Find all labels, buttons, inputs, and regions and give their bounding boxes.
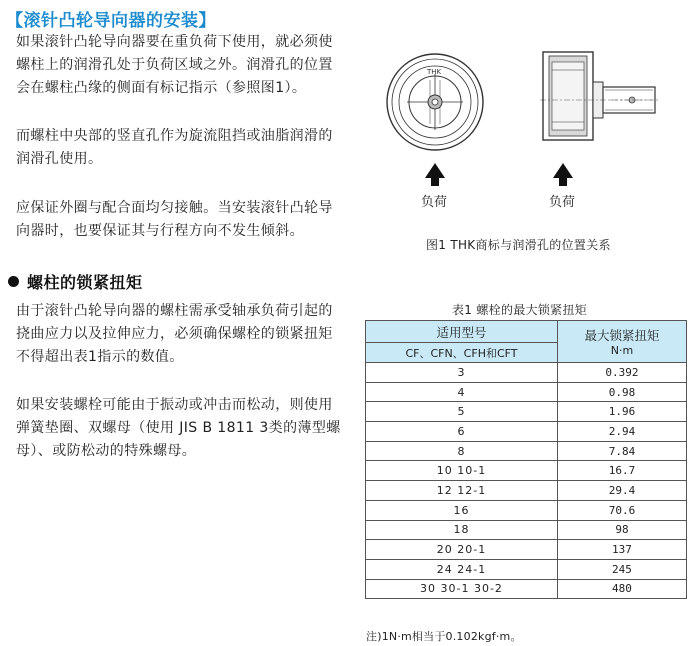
- model-cell: 18: [366, 520, 558, 540]
- table-row: [366, 520, 687, 540]
- header-model-sub: CF、CFN、CFH和CFT: [366, 343, 558, 363]
- lubrication-hole-paragraph: 如果滚针凸轮导向器要在重负荷下使用，就必须使螺柱上的润滑孔处于负荷区域之外。润滑孔的位置会在螺柱凸缘的侧面有标记指示（参照图1）。: [16, 34, 333, 96]
- figure-caption: 图1 THK商标与润滑孔的位置关系: [426, 238, 611, 252]
- torque-table-body: [366, 363, 687, 599]
- model-cell: 30 30-1 30-2: [366, 579, 558, 599]
- torque-cell: 70.6: [557, 500, 686, 520]
- load-label-left: 负荷: [421, 195, 448, 210]
- page-title: 【滚针凸轮导向器的安装】: [6, 11, 216, 31]
- svg-text:THK: THK: [427, 68, 442, 76]
- model-cell: 5: [366, 402, 558, 422]
- table-row: [366, 461, 687, 481]
- torque-cell: 245: [557, 559, 686, 579]
- table-row: [366, 441, 687, 461]
- table-row: [366, 402, 687, 422]
- header-torque-unit: N·m: [610, 344, 634, 357]
- model-cell: 16: [366, 500, 558, 520]
- model-cell: 4: [366, 382, 558, 402]
- model-cell: 6: [366, 422, 558, 442]
- load-arrow-left: [425, 163, 445, 186]
- section-title: 螺柱的锁紧扭矩: [27, 273, 143, 292]
- torque-cell: 0.392: [557, 363, 686, 383]
- table-row: [366, 540, 687, 560]
- torque-cell: 480: [557, 579, 686, 599]
- model-cell: 20 20-1: [366, 540, 558, 560]
- model-cell: 12 12-1: [366, 481, 558, 501]
- footnote: 注)1N·m相当于0.102kgf·m。: [366, 630, 522, 643]
- figure-1: [380, 30, 680, 230]
- vertical-hole-paragraph: 而螺柱中央部的竖直孔作为旋流阻挡或油脂润滑的润滑孔使用。: [16, 128, 333, 167]
- front-view: [387, 54, 483, 150]
- torque-cell: 16.7: [557, 461, 686, 481]
- bullet-icon: [8, 276, 19, 287]
- model-cell: 8: [366, 441, 558, 461]
- torque-cell: 29.4: [557, 481, 686, 501]
- section-heading: [8, 270, 143, 293]
- torque-paragraph: 由于滚针凸轮导向器的螺柱需承受轴承负荷引起的挠曲应力以及拉伸应力，必须确保螺栓的锁紧扭矩不得超出表1指示的数值。: [16, 303, 333, 365]
- table-row: [366, 382, 687, 402]
- header-torque-label: 最大锁紧扭矩: [584, 328, 660, 343]
- table-row: [366, 363, 687, 383]
- model-cell: 10 10-1: [366, 461, 558, 481]
- load-label-right: 负荷: [549, 195, 576, 210]
- torque-table: [365, 320, 687, 599]
- side-view: [540, 52, 660, 140]
- torque-cell: 7.84: [557, 441, 686, 461]
- table-row: [366, 422, 687, 442]
- header-model: 适用型号: [366, 321, 558, 343]
- load-arrow-right: [553, 163, 573, 186]
- table-caption: 表1 螺栓的最大锁紧扭矩: [452, 303, 588, 317]
- torque-cell: 2.94: [557, 422, 686, 442]
- model-cell: 3: [366, 363, 558, 383]
- table-row: [366, 481, 687, 501]
- torque-cell: 1.96: [557, 402, 686, 422]
- header-torque: [557, 321, 686, 363]
- contact-paragraph: 应保证外圈与配合面均匀接触。当安装滚针凸轮导向器时，也要保证其与行程方向不发生倾斜。: [16, 200, 333, 239]
- loosening-paragraph: 如果安装螺栓可能由于振动或冲击而松动，则使用弹簧垫圈、双螺母（使用 JIS B 1811 3类的薄型螺母）、或防松动的特殊螺母。: [16, 397, 341, 459]
- torque-cell: 98: [557, 520, 686, 540]
- model-cell: 24 24-1: [366, 559, 558, 579]
- table-row: [366, 500, 687, 520]
- torque-cell: 137: [557, 540, 686, 560]
- torque-cell: 0.98: [557, 382, 686, 402]
- table-row: [366, 579, 687, 599]
- table-row: [366, 559, 687, 579]
